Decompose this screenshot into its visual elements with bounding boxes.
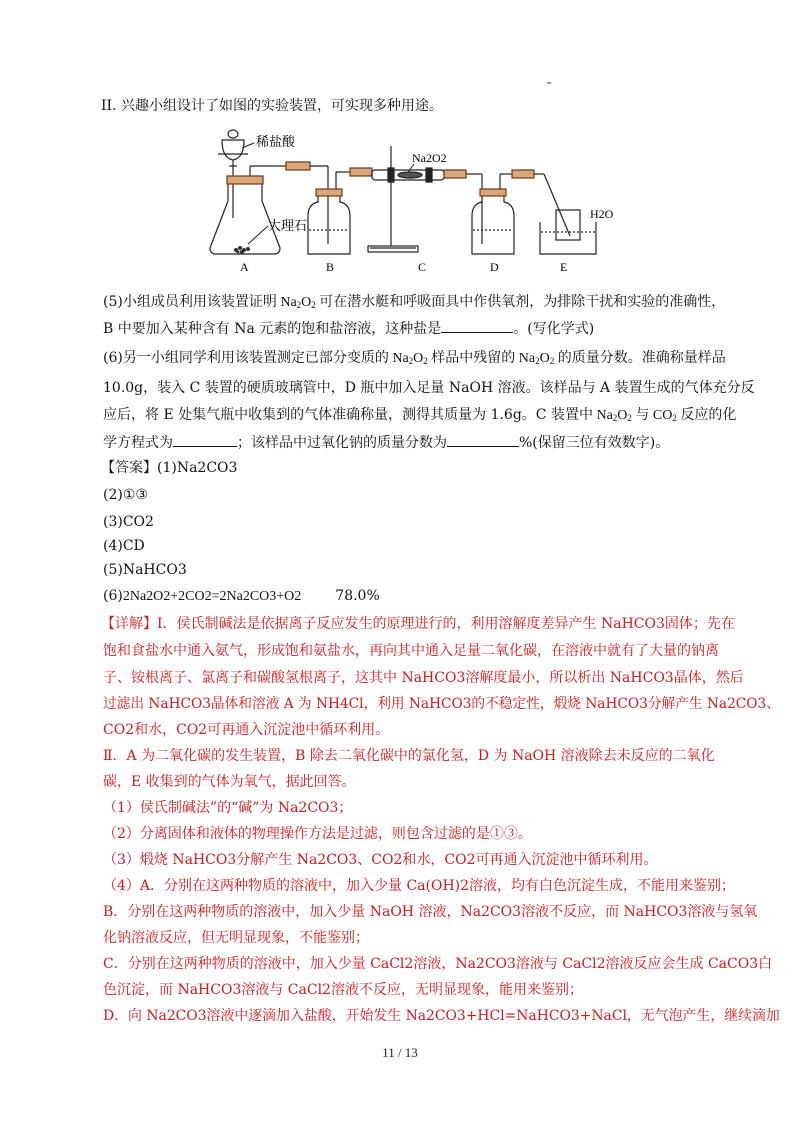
- label-b: B: [326, 260, 335, 274]
- explanation-p1-line3: 子、铵根离子、氯离子和碳酸氢根离子，这其中 NaHCO3溶解度最小，所以析出 NaHCO3晶体，然后: [103, 670, 744, 686]
- label-a: A: [240, 260, 249, 274]
- answer-blank: [173, 432, 237, 447]
- answer-6-equation: 2Na2O2+2CO2=2Na2CO3+O2: [122, 589, 302, 604]
- explanation-p9: D．向 Na2CO3溶液中逐滴加入盐酸，开始发生 Na2CO3+HCl=NaHCO3+NaCl，无气泡产生，继续滴加: [103, 1008, 780, 1024]
- gas-jar: [556, 210, 580, 240]
- answer-3: (3)CO2: [103, 514, 154, 530]
- explanation-p8-line2: 色沉淀，而 NaHCO3溶液与 CaCl2溶液不反应，无明显现象，能用来鉴别；: [103, 982, 583, 998]
- marble-chips: [234, 246, 250, 254]
- funnel-bulb: [222, 140, 244, 160]
- trough-e: [540, 222, 596, 254]
- label-d: D: [490, 260, 499, 274]
- explanation-p1-line1: 【详解】I．侯氏制碱法是依据离子反应发生的原理进行的，利用溶解度差异产生 NaHCO3固体；先在: [101, 616, 735, 632]
- scan-mark: [547, 82, 551, 84]
- explanation-p2-line2: 碳，E 收集到的气体为氧气，据此回答。: [103, 774, 356, 790]
- explanation-p2-line1: Ⅱ．A 为二氧化碳的发生装置，B 除去二氧化碳中的氯化氢，D 为 NaOH 溶液除去未反应的二氧化: [103, 748, 715, 764]
- explanation-p1-line4: 过滤出 NaHCO3晶体和溶液 A 为 NH4Cl，利用 NaHCO3的不稳定性，煅烧 NaHCO3分解产生 Na2CO3、: [103, 696, 780, 712]
- explanation-p3: （1）侯氏制碱法”的“碱”为 Na2CO3；: [103, 800, 353, 816]
- bottle-d: [472, 194, 514, 254]
- q5-line1: (5)小组成员利用该装置证明 $Na_2O_2$ 可在潜水艇和呼吸面具中作供氧剂，为排除干扰和实验的准确性，: [103, 294, 726, 310]
- na2o2-label: Na2O2: [412, 151, 447, 165]
- answer-label: 【答案】: [101, 460, 157, 476]
- explanation-p1-line2: 饱和食盐水中通入氨气，形成饱和氨盐水，再向其中通入足量二氧化碳，在溶液中就有了大量的钠离: [103, 643, 719, 659]
- h2o-label: H2O: [590, 207, 614, 221]
- label-c: C: [418, 260, 427, 274]
- explanation-p1-line5: CO2和水，CO2可再通入沉淀池中循环利用。: [103, 722, 390, 738]
- answer-4: (4)CD: [103, 538, 145, 554]
- section-title: II. 兴趣小组设计了如图的实验装置，可实现多种用途。: [101, 98, 443, 114]
- answer-6-value: 78.0%: [335, 588, 380, 604]
- answer-label-line: [101, 458, 237, 478]
- explanation-label: 【详解】: [101, 616, 157, 632]
- label-e: E: [560, 260, 568, 274]
- explanation-p5: （3）煅烧 NaHCO3分解产生 Na2CO3、CO2和水，CO2可再通入沉淀池中循环利用。: [103, 852, 658, 868]
- page-number: 11 / 13: [382, 1045, 418, 1060]
- q6-line3: 应后，将 E 处集气瓶中收集到的气体准确称量，测得其质量为 1.6g。C 装置中 $Na_2O_2$ 与 $CO_2$ 反应的化: [103, 407, 737, 423]
- marble-label: 大理石: [268, 218, 308, 233]
- explanation-p8-line1: C．分别在这两种物质的溶液中，加入少量 CaCl2溶液，Na2CO3溶液与 CaCl2溶液反应会生成 CaCO3白: [103, 956, 773, 972]
- explanation-p7-line2: 化钠溶液反应，但无明显现象，不能鉴别；: [103, 930, 369, 946]
- explanation-p7-line1: B．分别在这两种物质的溶液中，加入少量 NaOH 溶液，Na2CO3溶液不反应，而 NaHCO3溶液与氢氧: [103, 904, 758, 920]
- answer-5: (5)NaHCO3: [103, 562, 187, 578]
- q6-line2: 10.0g，装入 C 装置的硬质玻璃管中，D 瓶中加入足量 NaOH 溶液。该样品与 A 装置生成的气体充分反: [103, 380, 755, 396]
- acid-label: 稀盐酸: [256, 134, 296, 149]
- answer-1: (1)Na2CO3: [157, 460, 238, 476]
- bottle-b: [308, 194, 350, 254]
- answer-blank: [441, 318, 513, 333]
- q5-line2: B 中要加入某种含有 Na 元素的饱和盐溶液，这种盐是 。(写化学式): [103, 318, 594, 339]
- answer-blank: [447, 432, 519, 447]
- q6-line4: 学方程式为 ；该样品中过氧化钠的质量分数为 %(保留三位有效数字)。: [103, 432, 669, 453]
- funnel-stopper: [228, 130, 238, 138]
- explanation-p6: （4）A．分别在这两种物质的溶液中，加入少量 Ca(OH)2溶液，均有白色沉淀生成，不能用来鉴别；: [103, 878, 736, 894]
- q6-line1: (6)另一小组同学利用该装置测定已部分变质的 $Na_2O_2$ 样品中残留的 $Na_2O_2$ 的质量分数。准确称量样品: [103, 350, 726, 366]
- apparatus-diagram: [200, 126, 640, 276]
- answer-6: (6)2Na2O2+2CO2=2Na2CO3+O2 78.0%: [103, 588, 380, 604]
- answer-2: (2)①③: [103, 487, 148, 503]
- explanation-p4: （2）分离固体和液体的物理操作方法是过滤，则包含过滤的是①③。: [103, 826, 532, 842]
